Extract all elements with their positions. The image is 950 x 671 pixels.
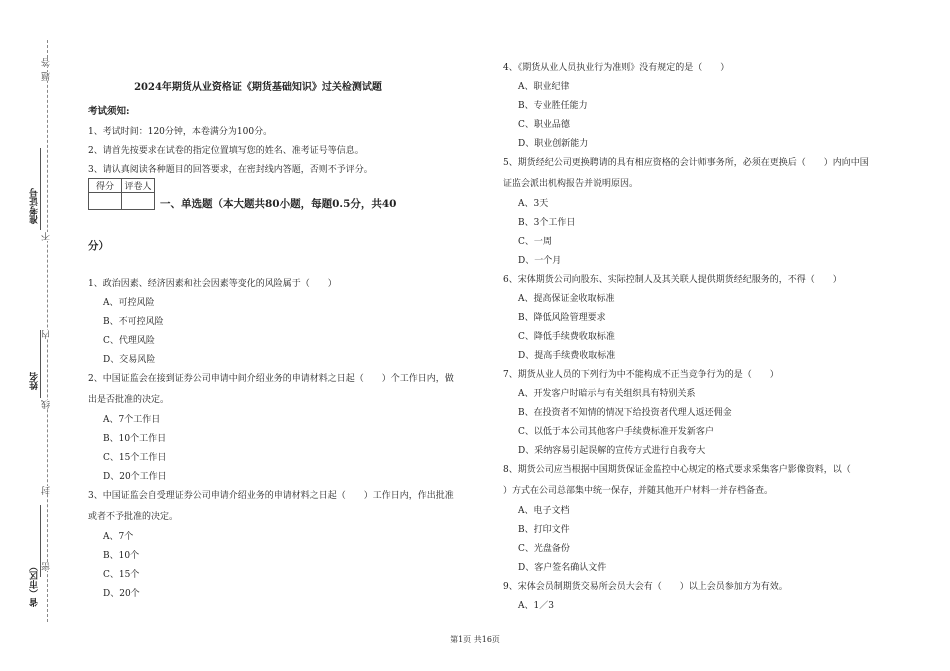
question-stem: 7、期货从业人员的下列行为中不能构成不正当竞争行为的是（ ） xyxy=(503,370,779,380)
answer-option[interactable]: D、一个月 xyxy=(518,256,562,266)
answer-option[interactable]: C、以低于本公司其他客户手续费标准开发新客户 xyxy=(518,427,714,437)
question-stem: 1、政治因素、经济因素和社会因素等变化的风险属于（ ） xyxy=(88,279,337,289)
answer-option[interactable]: A、7个 xyxy=(103,532,134,542)
answer-option[interactable]: D、提高手续费收取标准 xyxy=(518,351,616,361)
notice-item: 2、请首先按要求在试卷的指定位置填写您的姓名、准考证号等信息。 xyxy=(88,146,364,156)
question-stem: ）方式在公司总部集中统一保存，并随其他开户材料一并存档备查。 xyxy=(503,486,774,496)
question-stem: 2、中国证监会在接到证券公司申请中间介绍业务的申请材料之日起（ ）个工作日内，做 xyxy=(88,374,454,384)
question-stem: 6、宋体期货公司向股东、实际控制人及其关联人提供期货经纪服务的，不得（ ） xyxy=(503,275,842,285)
answer-option[interactable]: C、降低手续费收取标准 xyxy=(518,332,615,342)
seal-char: 题 xyxy=(42,72,52,81)
answer-option[interactable]: A、3天 xyxy=(518,199,549,209)
answer-option[interactable]: C、15个工作日 xyxy=(103,453,167,463)
grader-cell[interactable] xyxy=(122,193,155,210)
seal-char: 线 xyxy=(42,400,52,409)
answer-option[interactable]: C、15个 xyxy=(103,570,140,580)
answer-option[interactable]: C、光盘备份 xyxy=(518,544,570,554)
name-label: 姓名 xyxy=(30,372,40,390)
notice-heading: 考试须知: xyxy=(88,106,130,117)
answer-option[interactable]: A、可控风险 xyxy=(103,298,155,308)
answer-option[interactable]: A、7个工作日 xyxy=(103,415,161,425)
seal-char: 密 xyxy=(42,562,52,571)
answer-option[interactable]: B、3个工作日 xyxy=(518,218,576,228)
answer-option[interactable]: A、电子文档 xyxy=(518,506,570,516)
answer-option[interactable]: A、职业纪律 xyxy=(518,82,570,92)
answer-option[interactable]: B、打印文件 xyxy=(518,525,570,535)
answer-option[interactable]: A、开发客户时暗示与有关组织具有特别关系 xyxy=(518,389,696,399)
binding-margin xyxy=(0,0,70,671)
answer-option[interactable]: B、10个工作日 xyxy=(103,434,167,444)
answer-option[interactable]: B、不可控风险 xyxy=(103,317,164,327)
answer-option[interactable]: B、10个 xyxy=(103,551,140,561)
question-stem: 9、宋体会员制期货交易所会员大会有（ ）以上会员参加方为有效。 xyxy=(503,582,788,592)
answer-option[interactable]: D、20个工作日 xyxy=(103,472,167,482)
seal-char: 不 xyxy=(42,232,52,241)
answer-option[interactable]: C、一周 xyxy=(518,237,552,247)
seal-char: 答 xyxy=(42,58,52,67)
score-cell[interactable] xyxy=(89,193,122,210)
notice-item: 1、考试时间：120分钟，本卷满分为100分。 xyxy=(88,127,273,137)
question-stem: 或者不予批准的决定。 xyxy=(88,512,179,522)
seal-char: 封 xyxy=(42,486,52,495)
grader-header: 评卷人 xyxy=(122,179,155,193)
question-stem: 5、期货经纪公司更换聘请的具有相应资格的会计师事务所，必须在更换后（ ）内向中国 xyxy=(503,158,869,168)
question-stem: 证监会派出机构报告并说明原因。 xyxy=(503,179,639,189)
seal-char: 内 xyxy=(42,330,52,339)
province-label: 省（市区） xyxy=(30,562,40,607)
notice-item: 3、请认真阅读各种题目的回答要求，在密封线内答题，否则不予评分。 xyxy=(88,165,373,175)
answer-option[interactable]: D、20个 xyxy=(103,589,140,599)
score-header: 得分 xyxy=(89,179,122,193)
score-table xyxy=(88,178,155,210)
question-stem: 4、《期货从业人员执业行为准则》没有规定的是（ ） xyxy=(503,63,730,73)
answer-option[interactable]: D、采纳容易引起误解的宣传方式进行自我夸大 xyxy=(518,446,706,456)
answer-option[interactable]: D、职业创新能力 xyxy=(518,139,589,149)
answer-option[interactable]: B、在投资者不知情的情况下给投资者代理人返还佣金 xyxy=(518,408,732,418)
question-stem: 8、期货公司应当根据中国期货保证金监控中心规定的格式要求采集客户影像资料，以（ xyxy=(503,465,851,475)
answer-option[interactable]: C、代理风险 xyxy=(103,336,155,346)
answer-option[interactable]: B、专业胜任能力 xyxy=(518,101,588,111)
page-footer: 第1页 共16页 xyxy=(450,635,500,644)
answer-option[interactable]: D、交易风险 xyxy=(103,355,156,365)
section-heading-cont: 分） xyxy=(88,240,109,252)
answer-option[interactable]: C、职业品德 xyxy=(518,120,570,130)
answer-option[interactable]: D、客户签名确认文件 xyxy=(518,563,607,573)
question-stem: 出是否批准的决定。 xyxy=(88,395,170,405)
section-heading: 一、单选题（本大题共80小题，每题0.5分，共40 xyxy=(160,198,397,210)
question-stem: 3、中国证监会自受理证券公司申请介绍业务的申请材料之日起（ ）工作日内，作出批准 xyxy=(88,491,454,501)
answer-option[interactable]: A、提高保证金收取标准 xyxy=(518,294,615,304)
page-title: 2024年期货从业资格证《期货基础知识》过关检测试题 xyxy=(134,82,382,93)
exam-number-label: 准考证号 xyxy=(30,188,40,224)
answer-option[interactable]: A、1／3 xyxy=(518,601,554,611)
answer-option[interactable]: B、降低风险管理要求 xyxy=(518,313,606,323)
